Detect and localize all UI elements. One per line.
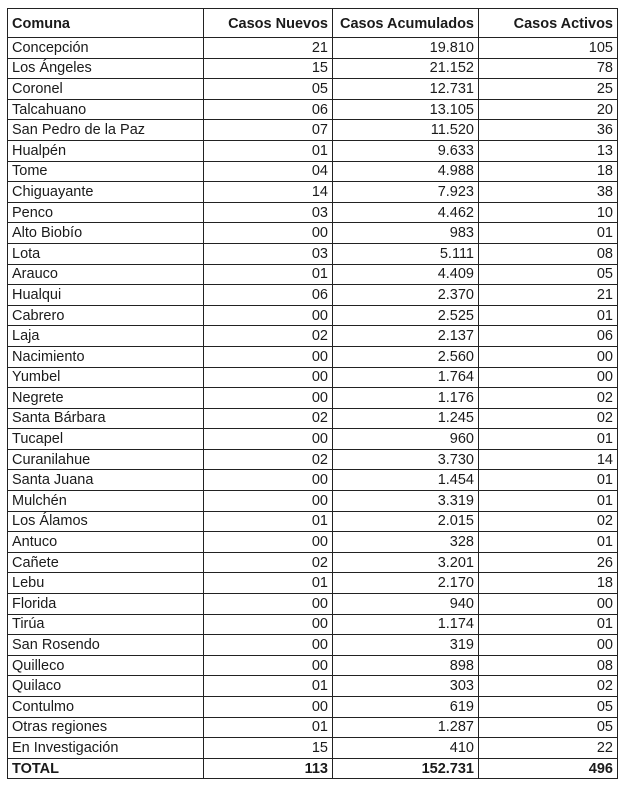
cell-casos-acumulados: 2.137 [333,326,479,347]
table-row [8,614,618,635]
cell-casos-acumulados: 410 [333,738,479,759]
cell-casos-activos: 01 [479,532,618,553]
cell-casos-nuevos: 15 [204,738,333,759]
cell-casos-activos: 00 [479,594,618,615]
cell-casos-acumulados: 4.409 [333,264,479,285]
cell-casos-acumulados: 3.319 [333,491,479,512]
cell-comuna: Talcahuano [8,99,204,120]
cell-casos-nuevos: 01 [204,140,333,161]
cell-casos-activos: 26 [479,552,618,573]
table-row [8,717,618,738]
cell-casos-acumulados: 2.170 [333,573,479,594]
cell-casos-nuevos: 03 [204,243,333,264]
cell-comuna: Yumbel [8,367,204,388]
cell-casos-acumulados: 7.923 [333,182,479,203]
table-row [8,182,618,203]
cell-casos-acumulados: 898 [333,655,479,676]
cell-casos-activos: 18 [479,161,618,182]
cell-casos-acumulados: 2.560 [333,346,479,367]
cell-casos-nuevos: 21 [204,38,333,59]
cell-comuna: Curanilahue [8,449,204,470]
cell-casos-acumulados: 2.370 [333,285,479,306]
cell-casos-activos: 22 [479,738,618,759]
table-row [8,676,618,697]
cell-casos-nuevos: 00 [204,429,333,450]
cell-comuna: Los Ángeles [8,58,204,79]
total-cell-comuna: TOTAL [8,758,204,779]
cell-casos-nuevos: 00 [204,367,333,388]
cell-casos-nuevos: 01 [204,264,333,285]
cell-comuna: Cabrero [8,305,204,326]
cell-casos-activos: 01 [479,429,618,450]
table-row [8,38,618,59]
cell-casos-nuevos: 02 [204,408,333,429]
table-row [8,223,618,244]
table-row [8,79,618,100]
cell-comuna: Cañete [8,552,204,573]
cell-comuna: Hualpén [8,140,204,161]
cell-comuna: En Investigación [8,738,204,759]
cell-comuna: San Rosendo [8,635,204,656]
cell-casos-nuevos: 01 [204,573,333,594]
cell-casos-acumulados: 19.810 [333,38,479,59]
cell-comuna: Coronel [8,79,204,100]
table-row [8,58,618,79]
cell-casos-acumulados: 3.201 [333,552,479,573]
cell-casos-acumulados: 940 [333,594,479,615]
cell-casos-activos: 10 [479,202,618,223]
cell-comuna: Nacimiento [8,346,204,367]
cell-casos-activos: 06 [479,326,618,347]
cell-comuna: Hualqui [8,285,204,306]
cell-casos-nuevos: 00 [204,470,333,491]
cell-casos-activos: 08 [479,243,618,264]
cell-casos-nuevos: 00 [204,697,333,718]
cell-casos-nuevos: 00 [204,305,333,326]
cell-casos-acumulados: 303 [333,676,479,697]
cell-comuna: Arauco [8,264,204,285]
table-row [8,120,618,141]
table-row [8,243,618,264]
cell-casos-nuevos: 00 [204,635,333,656]
total-cell-casos-acumulados: 152.731 [333,758,479,779]
table-row [8,305,618,326]
cell-casos-acumulados: 12.731 [333,79,479,100]
total-cell-casos-activos: 496 [479,758,618,779]
table-row [8,697,618,718]
cell-casos-nuevos: 01 [204,511,333,532]
table-row [8,285,618,306]
cell-comuna: Penco [8,202,204,223]
cell-comuna: Florida [8,594,204,615]
table-row [8,738,618,759]
table-row [8,99,618,120]
cell-comuna: Chiguayante [8,182,204,203]
cell-casos-activos: 02 [479,676,618,697]
cell-casos-activos: 02 [479,408,618,429]
cell-casos-nuevos: 02 [204,552,333,573]
cell-comuna: Lota [8,243,204,264]
cell-casos-activos: 21 [479,285,618,306]
cell-casos-activos: 00 [479,367,618,388]
cell-comuna: Santa Juana [8,470,204,491]
cell-casos-activos: 08 [479,655,618,676]
cell-casos-activos: 02 [479,388,618,409]
cell-comuna: Negrete [8,388,204,409]
cell-casos-activos: 36 [479,120,618,141]
header-casos-activos: Casos Activos [479,9,618,38]
cell-casos-activos: 00 [479,635,618,656]
cell-casos-activos: 18 [479,573,618,594]
cell-casos-nuevos: 07 [204,120,333,141]
cell-comuna: Otras regiones [8,717,204,738]
table-row [8,367,618,388]
cell-casos-acumulados: 13.105 [333,99,479,120]
cell-casos-nuevos: 04 [204,161,333,182]
cell-casos-nuevos: 00 [204,655,333,676]
cell-comuna: Contulmo [8,697,204,718]
header-casos-acumulados: Casos Acumulados [333,9,479,38]
cell-casos-activos: 05 [479,697,618,718]
table-row [8,264,618,285]
cell-casos-nuevos: 02 [204,326,333,347]
cell-casos-acumulados: 4.988 [333,161,479,182]
cell-casos-activos: 14 [479,449,618,470]
cell-comuna: San Pedro de la Paz [8,120,204,141]
total-row [8,758,618,779]
cell-casos-acumulados: 2.015 [333,511,479,532]
cell-casos-activos: 20 [479,99,618,120]
cell-casos-nuevos: 00 [204,388,333,409]
table-row [8,346,618,367]
cell-casos-acumulados: 11.520 [333,120,479,141]
cell-casos-activos: 38 [479,182,618,203]
cell-comuna: Lebu [8,573,204,594]
cell-casos-nuevos: 00 [204,594,333,615]
cell-comuna: Los Álamos [8,511,204,532]
cell-comuna: Laja [8,326,204,347]
cell-casos-activos: 01 [479,614,618,635]
header-row [8,9,618,38]
cell-comuna: Santa Bárbara [8,408,204,429]
comunas-cases-table [7,8,618,779]
cell-casos-nuevos: 00 [204,532,333,553]
cell-comuna: Antuco [8,532,204,553]
cell-casos-nuevos: 00 [204,614,333,635]
cell-casos-nuevos: 15 [204,58,333,79]
table-row [8,470,618,491]
cell-casos-acumulados: 319 [333,635,479,656]
cell-casos-activos: 01 [479,491,618,512]
table-row [8,532,618,553]
cell-casos-nuevos: 00 [204,223,333,244]
cell-casos-activos: 13 [479,140,618,161]
cell-casos-acumulados: 9.633 [333,140,479,161]
cell-casos-activos: 01 [479,223,618,244]
cell-casos-activos: 02 [479,511,618,532]
table-row [8,491,618,512]
cell-casos-acumulados: 2.525 [333,305,479,326]
cell-casos-acumulados: 1.764 [333,367,479,388]
cell-casos-nuevos: 14 [204,182,333,203]
cell-comuna: Mulchén [8,491,204,512]
cell-comuna: Tirúa [8,614,204,635]
cell-comuna: Concepción [8,38,204,59]
cell-casos-nuevos: 03 [204,202,333,223]
cell-casos-acumulados: 4.462 [333,202,479,223]
table-row [8,388,618,409]
cell-casos-nuevos: 02 [204,449,333,470]
cell-casos-activos: 05 [479,717,618,738]
cell-casos-activos: 105 [479,38,618,59]
cell-comuna: Tucapel [8,429,204,450]
cell-casos-acumulados: 983 [333,223,479,244]
table-row [8,552,618,573]
cell-casos-acumulados: 1.287 [333,717,479,738]
cell-casos-acumulados: 1.176 [333,388,479,409]
cell-casos-nuevos: 06 [204,99,333,120]
cell-casos-acumulados: 1.174 [333,614,479,635]
table-row [8,655,618,676]
table-row [8,511,618,532]
cell-casos-activos: 01 [479,305,618,326]
table-row [8,326,618,347]
table-row [8,635,618,656]
cell-casos-nuevos: 06 [204,285,333,306]
cell-casos-nuevos: 05 [204,79,333,100]
cell-comuna: Alto Biobío [8,223,204,244]
header-casos-nuevos: Casos Nuevos [204,9,333,38]
table-row [8,429,618,450]
table-row [8,202,618,223]
table-row [8,161,618,182]
cell-casos-nuevos: 00 [204,491,333,512]
cell-casos-nuevos: 01 [204,717,333,738]
cell-comuna: Quilaco [8,676,204,697]
table-row [8,140,618,161]
cell-casos-acumulados: 21.152 [333,58,479,79]
cell-casos-activos: 25 [479,79,618,100]
cell-casos-acumulados: 328 [333,532,479,553]
cell-comuna: Quilleco [8,655,204,676]
cell-casos-acumulados: 5.111 [333,243,479,264]
header-comuna: Comuna [8,9,204,38]
cell-casos-activos: 05 [479,264,618,285]
cell-casos-acumulados: 960 [333,429,479,450]
cell-comuna: Tome [8,161,204,182]
total-cell-casos-nuevos: 113 [204,758,333,779]
cell-casos-activos: 00 [479,346,618,367]
table-row [8,573,618,594]
cell-casos-acumulados: 1.454 [333,470,479,491]
cell-casos-acumulados: 3.730 [333,449,479,470]
cell-casos-acumulados: 1.245 [333,408,479,429]
cell-casos-nuevos: 00 [204,346,333,367]
table-row [8,594,618,615]
table-row [8,449,618,470]
cell-casos-nuevos: 01 [204,676,333,697]
cell-casos-activos: 01 [479,470,618,491]
table-row [8,408,618,429]
cell-casos-acumulados: 619 [333,697,479,718]
cell-casos-activos: 78 [479,58,618,79]
